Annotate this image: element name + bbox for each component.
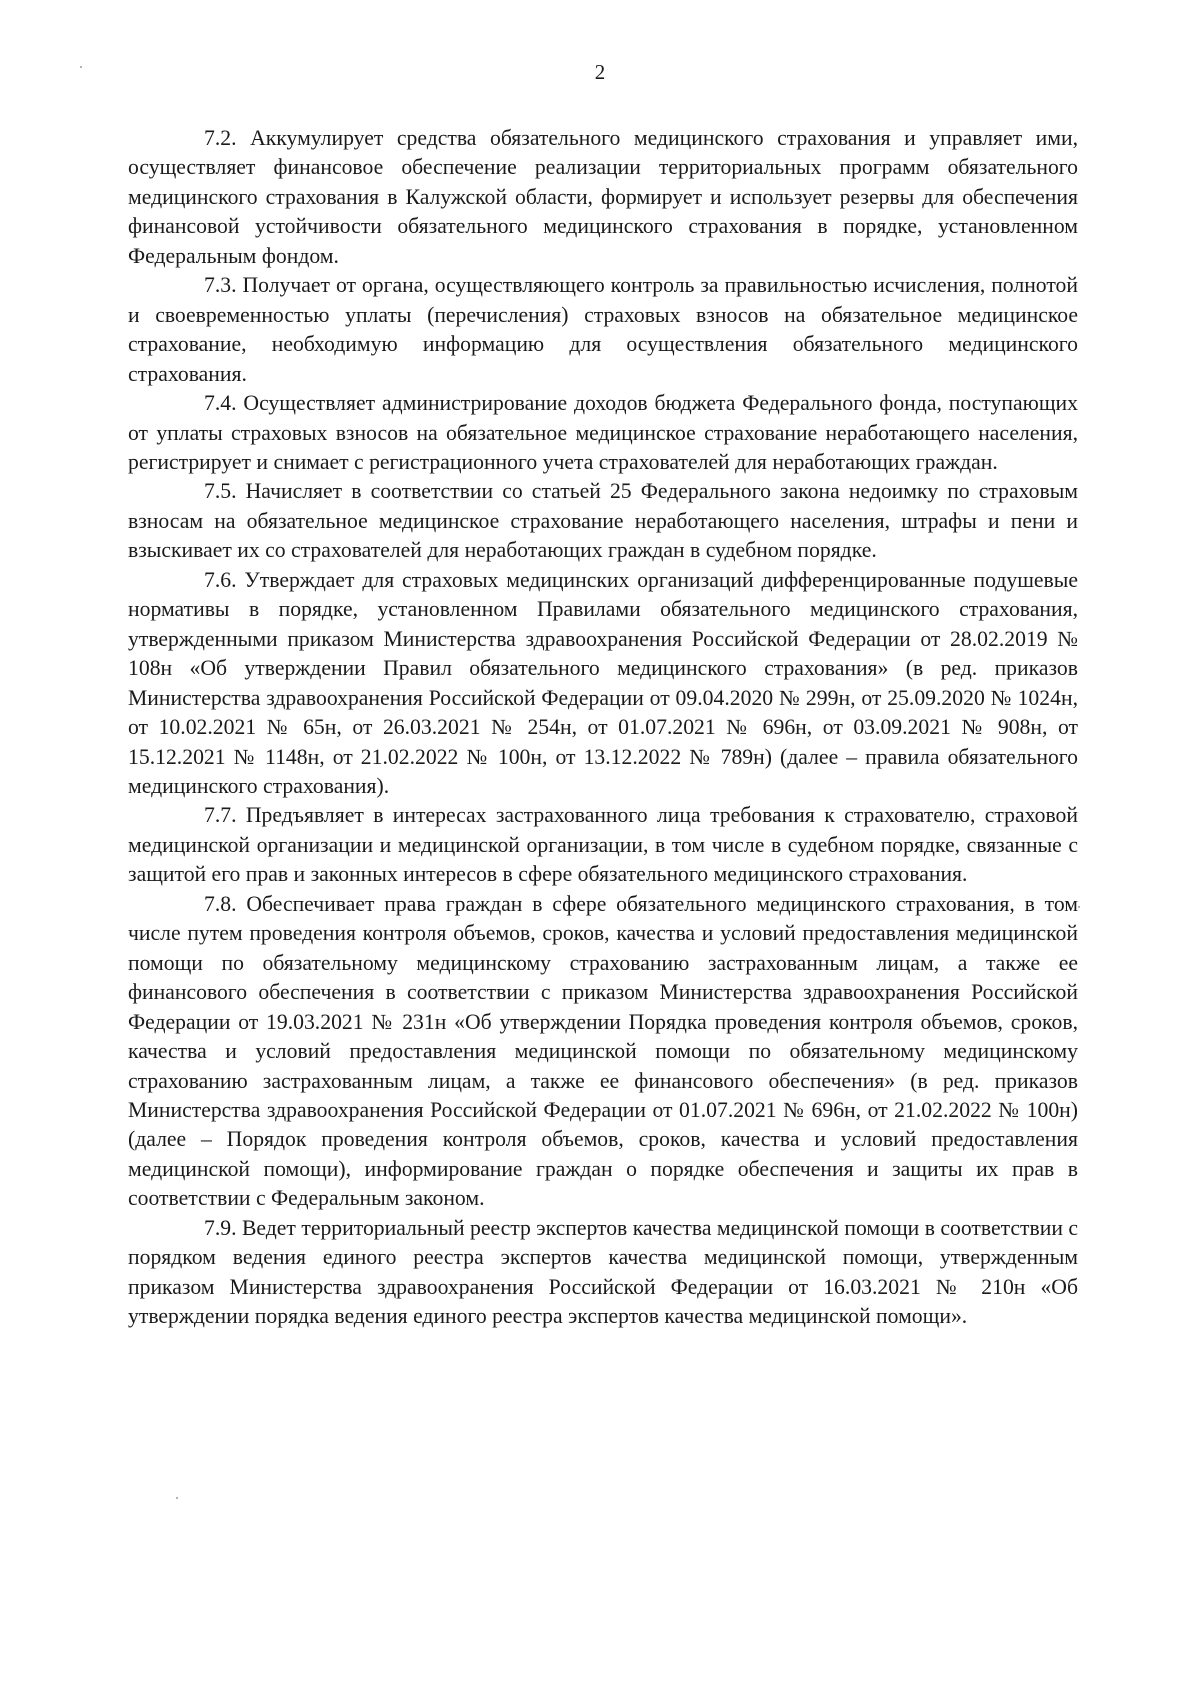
paragraph-7-8: 7.8. Обеспечивает права граждан в сфере обязательного медицинского страхования, в том числе путем проведения контроля объемов, сроков, качества и условий предоставления медицинской помощи по обязательному медицинскому страхованию застрахованным лицам, а также ее финансового обеспечения в соответствии с приказом Министерства здравоохранения Российской Федерации от 19.03.2021 № 231н «Об утверждении Порядка проведения контроля объемов, сроков, качества и условий предоставления медицинской помощи по обязательному медицинскому страхованию застрахованным лицам, а также ее финансового обеспечения» (в ред. приказов Министерства здравоохранения Российской Федерации от 01.07.2021 № 696н, от 21.02.2022 № 100н) (далее – Порядок проведения контроля объемов, сроков, качества и условий предоставления медицинской помощи), информирование граждан о порядке обеспечения и защиты их прав в соответствии с Федеральным законом.	[128, 891, 1078, 1211]
paragraph-7-7: 7.7. Предъявляет в интересах застрахованного лица требования к страхователю, страховой медицинской организации и медицинской организации, в том числе в судебном порядке, связанные с защитой его прав и законных интересов в сфере обязательного медицинского страхования.	[128, 803, 1078, 887]
scan-speck	[1078, 906, 1080, 908]
paragraph-7-6: 7.6. Утверждает для страховых медицинских организаций дифференцированные подушевые нормативы в порядке, установленном Правилами обязательного медицинского страхования, утвержденными приказом Министерства здравоохранения Российской Федерации от 28.02.2019 № 108н «Об утверждении Правил обязательного медицинского страхования» (в ред. приказов Министерства здравоохранения Российской Федерации от 09.04.2020 № 299н, от 25.09.2020 № 1024н, от 10.02.2021 № 65н, от 26.03.2021 № 254н, от 01.07.2021 № 696н, от 03.09.2021 № 908н, от 15.12.2021 № 1148н, от 21.02.2022 № 100н, от 13.12.2022 № 789н) (далее – правила обязательного медицинского страхования).	[128, 567, 1078, 798]
paragraph-7-5: 7.5. Начисляет в соответствии со статьей 25 Федерального закона недоимку по страховым взносам на обязательное медицинское страхование неработающего населения, штрафы и пени и взыскивает их со страхователей для неработающих граждан в судебном порядке.	[128, 479, 1078, 563]
scan-speck	[80, 66, 82, 68]
paragraph-7-2: 7.2. Аккумулирует средства обязательного медицинского страхования и управляет ими, осуществляет финансовое обеспечение реализации территориальных программ обязательного медицинского страхования в Калужской области, формирует и использует резервы для обеспечения финансовой устойчивости обязательного медицинского страхования в порядке, установленном Федеральным фондом.	[128, 126, 1078, 268]
paragraph-7-9: 7.9. Ведет территориальный реестр экспертов качества медицинской помощи в соответствии с порядком ведения единого реестра экспертов качества медицинской помощи, утвержденным приказом Министерства здравоохранения Российской Федерации от 16.03.2021 № 210н «Об утверждении порядка ведения единого реестра экспертов качества медицинской помощи».	[128, 1215, 1078, 1329]
page-number: 2	[594, 60, 606, 84]
scan-speck	[176, 1497, 178, 1499]
paragraph-7-4: 7.4. Осуществляет администрирование доходов бюджета Федерального фонда, поступающих от уплаты страховых взносов на обязательное медицинское страхование неработающего населения, регистрирует и снимает с регистрационного учета страхователей для неработающих граждан.	[128, 391, 1078, 474]
document-body	[128, 124, 1078, 1332]
paragraph-7-3: 7.3. Получает от органа, осуществляющего контроль за правильностью исчисления, полнотой и своевременностью уплаты (перечисления) страховых взносов на обязательное медицинское страхование, необходимую информацию для осуществления обязательного медицинского страхования.	[128, 273, 1078, 386]
